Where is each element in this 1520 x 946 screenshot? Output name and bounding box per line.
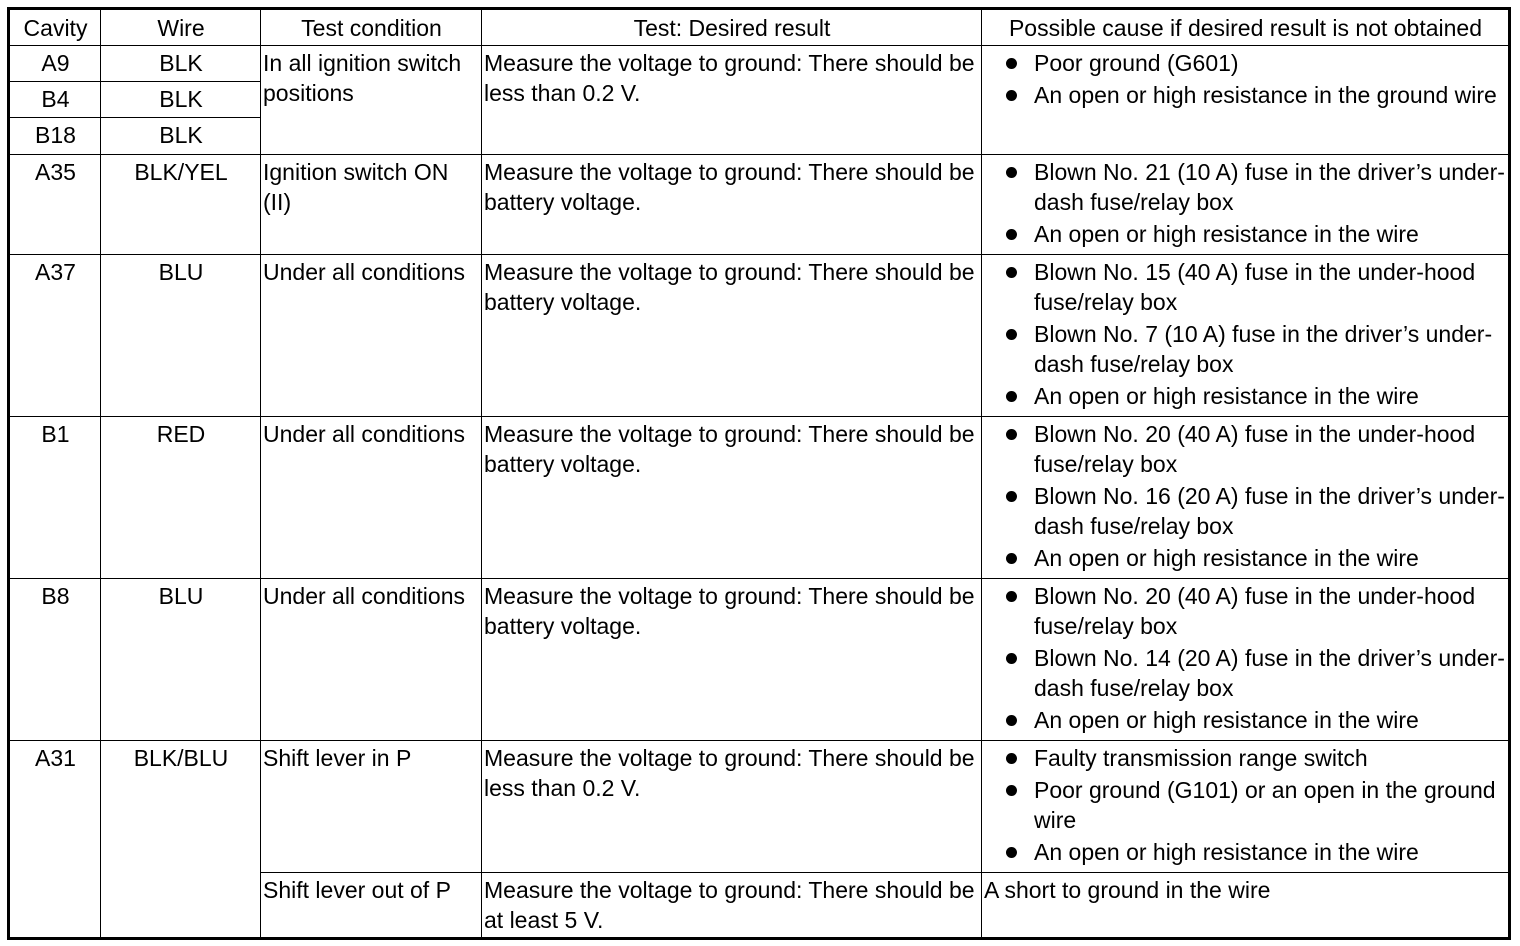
cause-text: An open or high resistance in the wire [1034, 545, 1419, 571]
bullet-icon [1006, 329, 1017, 340]
cause-text: Blown No. 15 (40 A) fuse in the under-hood fuse/relay box [1034, 259, 1476, 315]
connector-test-table-wrap [7, 7, 1511, 940]
bullet-icon [1006, 229, 1017, 240]
bullet-icon [1006, 267, 1017, 278]
result-cell: Measure the voltage to ground: There should be battery voltage. [482, 417, 982, 579]
result-cell: Measure the voltage to ground: There should be battery voltage. [482, 579, 982, 741]
condition-cell: In all ignition switch positions [261, 46, 482, 155]
bullet-icon [1006, 391, 1017, 402]
cause-item [984, 481, 1507, 541]
wire-cell: BLU [101, 255, 261, 417]
cause-item [984, 705, 1507, 735]
cause-text: An open or high resistance in the wire [1034, 839, 1419, 865]
table-row-b8 [9, 579, 1510, 741]
result-cell: Measure the voltage to ground: There should be battery voltage. [482, 155, 982, 255]
condition-cell: Shift lever out of P [261, 873, 482, 939]
cavity-cell: B18 [9, 118, 101, 155]
cause-item [984, 581, 1507, 641]
bullet-icon [1006, 90, 1017, 101]
bullet-icon [1006, 491, 1017, 502]
cause-list [984, 419, 1507, 573]
bullet-icon [1006, 653, 1017, 664]
table-row-a31-in-p [9, 741, 1510, 873]
header-wire: Wire [101, 9, 261, 46]
wire-cell: BLK [101, 82, 261, 118]
cause-text: Blown No. 7 (10 A) fuse in the driver’s under-dash fuse/relay box [1034, 321, 1493, 377]
cause-item [984, 381, 1507, 411]
cause-item [984, 775, 1507, 835]
cause-cell [982, 46, 1510, 155]
header-desired-result: Test: Desired result [482, 9, 982, 46]
cavity-cell: B1 [9, 417, 101, 579]
cause-list [984, 257, 1507, 411]
wire-cell: BLK [101, 118, 261, 155]
cause-text: Blown No. 21 (10 A) fuse in the driver’s under-dash fuse/relay box [1034, 159, 1505, 215]
result-cell: Measure the voltage to ground: There should be less than 0.2 V. [482, 741, 982, 873]
cause-list [984, 48, 1507, 110]
cause-cell [982, 155, 1510, 255]
condition-cell: Ignition switch ON (II) [261, 155, 482, 255]
bullet-icon [1006, 753, 1017, 764]
cause-cell [982, 741, 1510, 873]
wire-cell: BLU [101, 579, 261, 741]
cause-text: Faulty transmission range switch [1034, 745, 1368, 771]
bullet-icon [1006, 785, 1017, 796]
wire-cell: BLK/YEL [101, 155, 261, 255]
bullet-icon [1006, 847, 1017, 858]
cause-text: Blown No. 20 (40 A) fuse in the under-hood fuse/relay box [1034, 421, 1476, 477]
bullet-icon [1006, 715, 1017, 726]
cause-cell [982, 417, 1510, 579]
cause-text: An open or high resistance in the wire [1034, 707, 1419, 733]
bullet-icon [1006, 591, 1017, 602]
cause-list [984, 581, 1507, 735]
wire-cell: BLK [101, 46, 261, 82]
header-test-condition: Test condition [261, 9, 482, 46]
cause-item [984, 543, 1507, 573]
cause-cell [982, 579, 1510, 741]
result-cell: Measure the voltage to ground: There should be at least 5 V. [482, 873, 982, 939]
cause-cell: A short to ground in the wire [982, 873, 1510, 939]
header-row [9, 9, 1510, 46]
connector-test-table [7, 7, 1511, 940]
cause-text: Poor ground (G101) or an open in the ground wire [1034, 777, 1496, 833]
cause-text: An open or high resistance in the wire [1034, 221, 1419, 247]
wire-cell: RED [101, 417, 261, 579]
cause-text: An open or high resistance in the wire [1034, 383, 1419, 409]
cause-item [984, 643, 1507, 703]
cause-item [984, 48, 1507, 78]
table-row-a35 [9, 155, 1510, 255]
cause-text: Poor ground (G601) [1034, 50, 1239, 76]
cause-item [984, 80, 1507, 110]
bullet-icon [1006, 58, 1017, 69]
condition-cell: Under all conditions [261, 579, 482, 741]
cavity-cell: A35 [9, 155, 101, 255]
cause-text: An open or high resistance in the ground wire [1034, 82, 1497, 108]
condition-cell: Under all conditions [261, 417, 482, 579]
table-row-a9 [9, 46, 1510, 82]
condition-cell: Shift lever in P [261, 741, 482, 873]
cause-list [984, 743, 1507, 867]
table-row-b1 [9, 417, 1510, 579]
bullet-icon [1006, 429, 1017, 440]
cavity-cell: A31 [9, 741, 101, 939]
cause-item [984, 837, 1507, 867]
cause-item [984, 157, 1507, 217]
cavity-cell: B4 [9, 82, 101, 118]
cavity-cell: B8 [9, 579, 101, 741]
cause-list [984, 157, 1507, 249]
cause-cell [982, 255, 1510, 417]
table-row-a37 [9, 255, 1510, 417]
cause-text: Blown No. 14 (20 A) fuse in the driver’s under-dash fuse/relay box [1034, 645, 1505, 701]
result-cell: Measure the voltage to ground: There should be less than 0.2 V. [482, 46, 982, 155]
cavity-cell: A9 [9, 46, 101, 82]
bullet-icon [1006, 167, 1017, 178]
cause-item [984, 419, 1507, 479]
header-cavity: Cavity [9, 9, 101, 46]
cause-text: Blown No. 16 (20 A) fuse in the driver’s under-dash fuse/relay box [1034, 483, 1505, 539]
cause-item [984, 319, 1507, 379]
bullet-icon [1006, 553, 1017, 564]
header-possible-cause: Possible cause if desired result is not obtained [982, 9, 1510, 46]
cause-text: Blown No. 20 (40 A) fuse in the under-hood fuse/relay box [1034, 583, 1476, 639]
cause-item [984, 743, 1507, 773]
cause-item [984, 219, 1507, 249]
cause-item [984, 257, 1507, 317]
condition-cell: Under all conditions [261, 255, 482, 417]
wire-cell: BLK/BLU [101, 741, 261, 939]
result-cell: Measure the voltage to ground: There should be battery voltage. [482, 255, 982, 417]
cavity-cell: A37 [9, 255, 101, 417]
